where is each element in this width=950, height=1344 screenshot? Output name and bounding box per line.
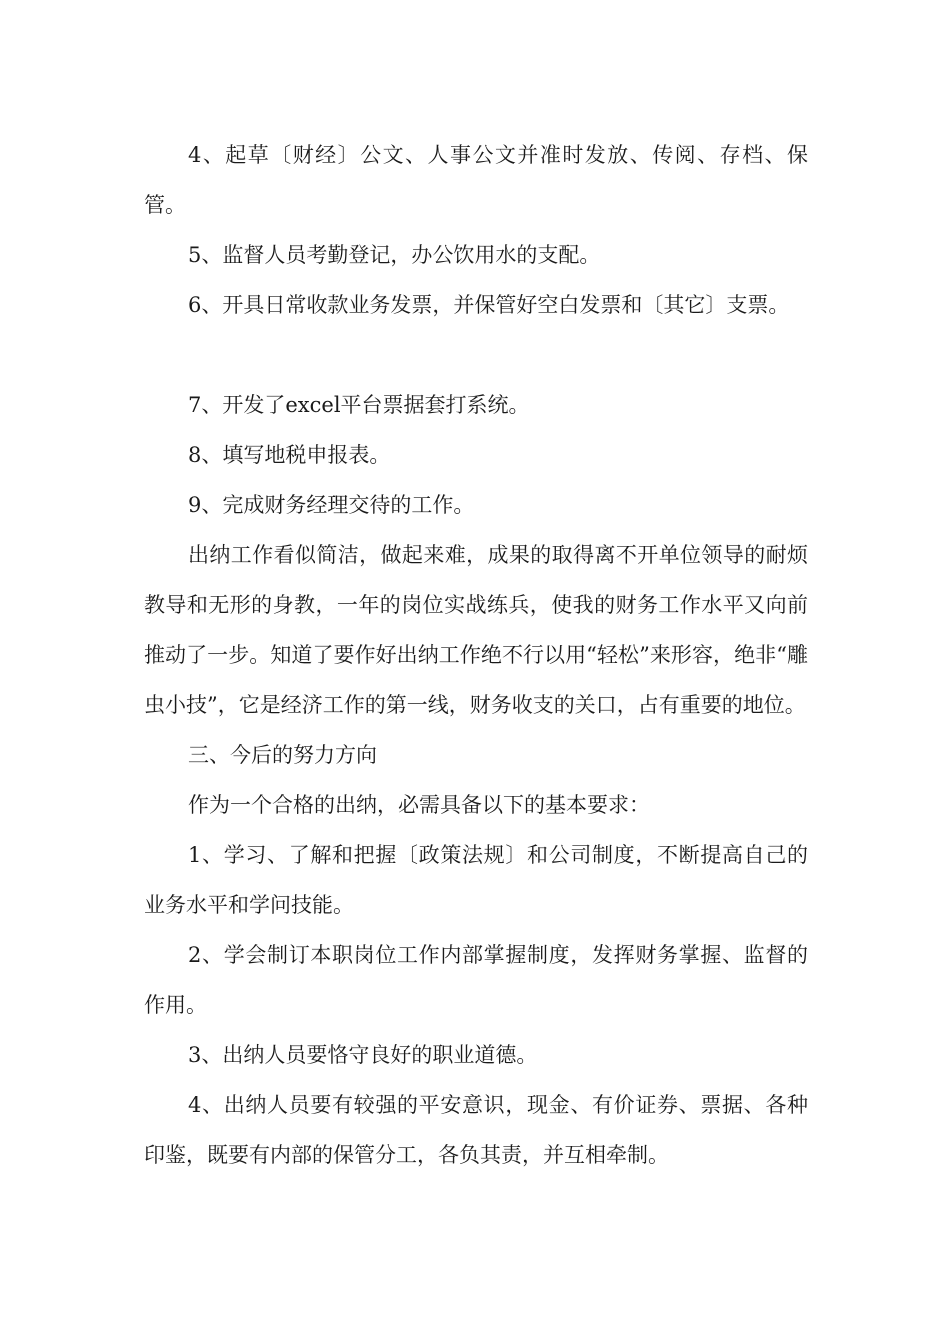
paragraph-item-5-attendance: 5、监督人员考勤登记，办公饮用水的支配。 bbox=[188, 243, 601, 267]
paragraph-item-6-invoices: 6、开具日常收款业务发票，并保管好空白发票和〔其它〕支票。 bbox=[188, 293, 790, 317]
paragraph-item-8-tax-report: 8、填写地税申报表。 bbox=[188, 443, 391, 467]
paragraph-gap bbox=[144, 330, 808, 380]
section-heading-future-direction: 三、今后的努力方向 bbox=[188, 743, 377, 767]
document-body bbox=[144, 130, 808, 1180]
paragraph-requirements-intro: 作为一个合格的出纳，必需具备以下的基本要求： bbox=[188, 793, 650, 817]
paragraph-item-4-drafting: 4、起草〔财经〕公文、人事公文并准时发放、传阅、存档、保管。 bbox=[144, 143, 808, 217]
paragraph-requirement-3: 3、出纳人员要恪守良好的职业道德。 bbox=[188, 1043, 538, 1067]
paragraph-requirement-1: 1、学习、了解和把握〔政策法规〕和公司制度，不断提高自己的业务水平和学问技能。 bbox=[144, 843, 808, 917]
paragraph-item-9-manager-tasks: 9、完成财务经理交待的工作。 bbox=[188, 493, 475, 517]
paragraph-item-7-excel-system: 7、开发了excel平台票据套打系统。 bbox=[188, 393, 530, 417]
paragraph-requirement-2: 2、学会制订本职岗位工作内部掌握制度，发挥财务掌握、监督的作用。 bbox=[144, 943, 808, 1017]
paragraph-cashier-summary: 出纳工作看似简洁，做起来难，成果的取得离不开单位领导的耐烦教导和无形的身教，一年的岗位实战练兵，使我的财务工作水平又向前推动了一步。知道了要作好出纳工作绝不行以用“轻松”来形容，绝非“雕虫小技”，它是经济工作的第一线，财务收支的关口，占有重要的地位。 bbox=[144, 543, 808, 717]
paragraph-requirement-4: 4、出纳人员要有较强的平安意识，现金、有价证券、票据、各种印鉴，既要有内部的保管分工，各负其责，并互相牵制。 bbox=[144, 1093, 808, 1167]
